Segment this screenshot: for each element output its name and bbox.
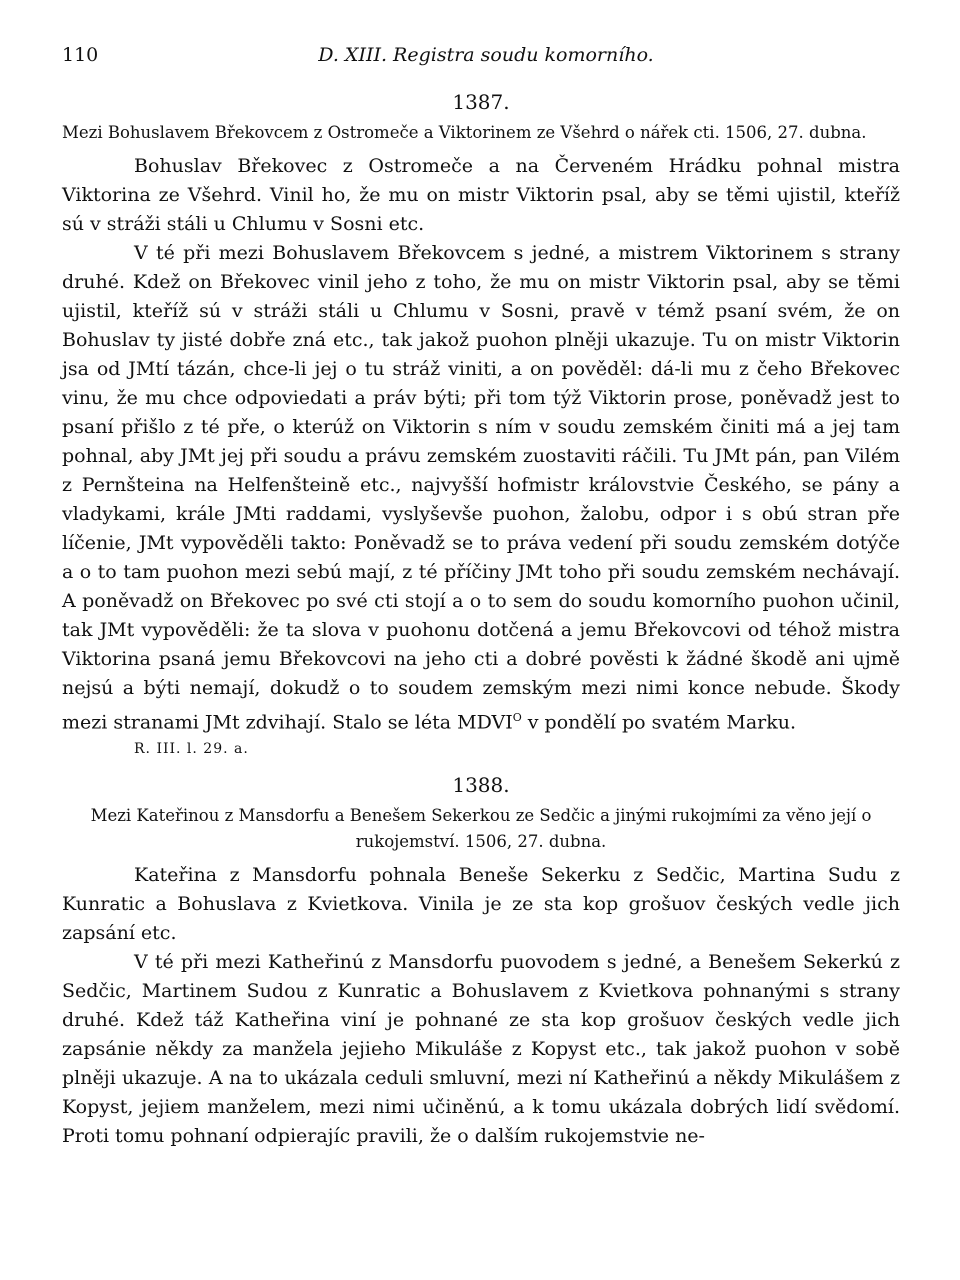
paragraph-tail: v pondělí po svatém Marku. [521,711,797,734]
page-number: 110 [62,44,99,66]
entry-heading: Mezi Bohuslavem Břekovcem z Ostromeče a Viktorinem ze Všehrd o nářek cti. 1506, 27. dubna. [62,123,867,142]
entry-1388 [62,773,900,1151]
paragraph-text: V té při mezi Bohuslavem Břekovcem s jedné, a mistrem Viktorinem s strany druhé. Kdež on Břekovec vinil jeho z toho, že mu on mistr Viktorin psal, aby se těmi ujistil, kteříž sú v stráži stáli u Chlumu v Sosni, pravě v témž psaní svém, že on Bohuslav ty jisté dobře zná etc., tak jakož puohon plněji ukazuje. Tu on mistr Viktorin jsa od JMtí tázán, chce-li jej o tu stráž viniti, a on pověděl: dá-li mu z čeho Břekovec vinu, že mu chce odpoviedati a práv býti; při tom týž Viktorin prose, poněvadž jest to psaní přišlo z té pře, o kterúž on Viktorin s ním v soudu zemském činiti má a jej tam pohnal, aby JMt jej při soudu a právu zemském zuostaviti ráčili. Tu JMt pán, pan Vilém z Pernšteina na Helfenšteině etc., najvyšší hofmistr královstvie Českého, se pány a vladykami, krále JMti raddami, vyslyševše puohon, žalobu, odpor i s obú stran pře líčenie, JMt vypověděli takto: Poněvadž se to práva vedení při soudu zemském dotýče a o to tam puohon mezi sebú mají, z té příčiny JMt toho při soudu zemském nechávají. A poněvadž on Břekovec po své cti stojí a o to sem do soudu komorního puohon učinil, tak JMt vypověděli: že ta slova v puohonu dotčená a jemu Břekovcovi od téhož mistra Viktorina psaná jemu Břekovcovi na jeho cti a dobré pověsti k žádné škodě ani ujmě nejsú a býti nemají, dokudž o to soudem zemským mezi nimi konce nebude. Škody mezi stranami JMt zdvihají. Stalo se léta MDVI [62,242,900,734]
entry-paragraph: Bohuslav Břekovec z Ostromeče a na Červeném Hrádku pohnal mistra Viktorina ze Všehrd. Vinil ho, že mu on mistr Viktorin psal, aby se těmi ujistil, kteříž sú v stráži stáli u Chlumu v Sosni etc. [62,155,900,235]
entry-paragraph: Kateřina z Mansdorfu pohnala Beneše Sekerku z Sedčic, Martina Sudu z Kunratic a Bohuslava z Kvietkova. Vinila je ze sta kop grošuov českých vedle jich zapsání etc. [62,864,900,945]
source-reference: R. III. l. 29. a. [134,741,249,758]
entry-paragraph: V té při mezi Katheřinú z Mansdorfu puovodem s jedné, a Benešem Sekerkú z Sedčic, Martinem Sudou z Kunratic a Bohuslavem z Kvietkova pohnanými s strany druhé. Kdež táž Katheřina viní je pohnané ze sta kop grošuov českých vedle jich zapsánie někdy za manžela jejieho Mikuláše z Kopyst etc., tak jakož puohon v sobě plněji ukazuje. A na to ukázala ceduli smluvní, mezi ní Katheřinú a někdy Mikulášem z Kopyst, jejiem manželem, mezi nimi učiněnú, a k tomu ukázala dobrých lidí svědomí. Proti tomu pohnaní odpierajíc pravili, že o dalším rukojemstvie ne- [62,951,900,1148]
entry-number: 1388. [452,773,510,798]
entry-paragraph [62,239,900,737]
entry-1387 [62,90,900,757]
document-page [62,40,900,1151]
date-superscript: O [512,711,522,724]
entry-number: 1387. [452,90,510,114]
running-header [62,40,900,74]
entry-heading: Mezi Kateřinou z Mansdorfu a Benešem Sekerkou ze Sedčic a jinými rukojmími za věno její o rukojemství. 1506, 27. dubna. [90,806,872,852]
running-title: D. XIII. Registra soudu komorního. [318,44,654,66]
